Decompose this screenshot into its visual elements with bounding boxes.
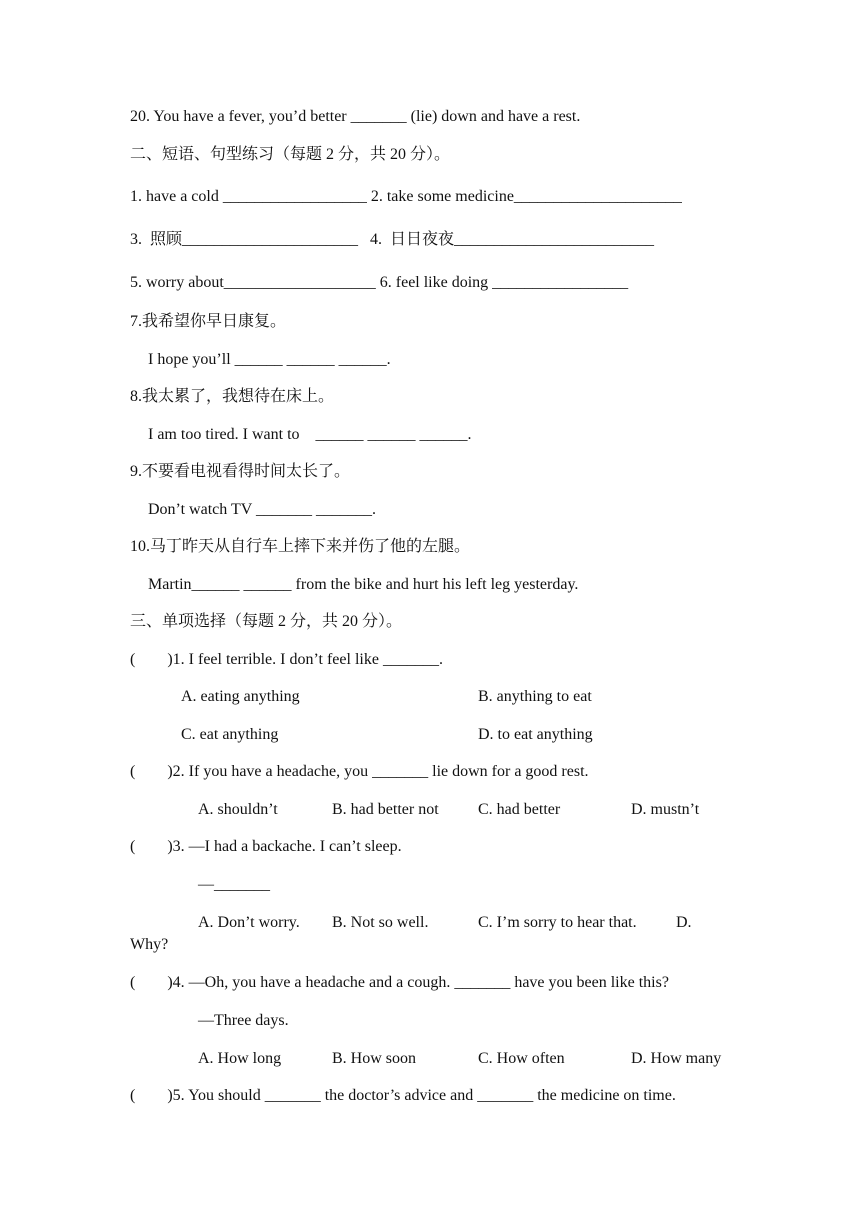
- mc-question-2: ( )2. If you have a headache, you _______ lie down for a good rest.: [130, 763, 589, 780]
- phrase-row-2: 3. 照顾______________________ 4. 日日夜夜_________________________: [130, 231, 655, 248]
- mc-3-option-a: A. Don’t worry.: [198, 914, 300, 931]
- mc-1-option-a: A. eating anything: [181, 688, 300, 705]
- phrase-row-1: 1. have a cold __________________ 2. take some medicine_____________________: [130, 188, 682, 205]
- mc-2-option-c: C. had better: [478, 801, 561, 818]
- mc-2-option-d: D. mustn’t: [631, 801, 700, 818]
- mc-2-option-b: B. had better not: [332, 801, 439, 818]
- mc-question-3: ( )3. —I had a backache. I can’t sleep.: [130, 838, 402, 855]
- sentence-10-english: Martin______ ______ from the bike and hurt his left leg yesterday.: [148, 576, 579, 593]
- mc-2-option-a: A. shouldn’t: [198, 801, 278, 818]
- mc-1-option-c: C. eat anything: [181, 726, 279, 743]
- mc-question-5: ( )5. You should _______ the doctor’s advice and _______ the medicine on time.: [130, 1087, 676, 1104]
- sentence-8-english: I am too tired. I want to ______ ______ ______.: [148, 426, 472, 443]
- sentence-7-chinese: 7.我希望你早日康复。: [130, 313, 287, 330]
- section-2-heading: 二、短语、句型练习（每题 2 分，共 20 分）。: [130, 146, 451, 163]
- mc-4-option-c: C. How often: [478, 1050, 565, 1067]
- section-3-heading: 三、单项选择（每题 2 分，共 20 分）。: [130, 613, 403, 630]
- phrase-row-3: 5. worry about___________________ 6. feel like doing _________________: [130, 274, 629, 291]
- mc-3-reply-blank: —_______: [198, 876, 270, 893]
- mc-1-option-d: D. to eat anything: [478, 726, 593, 743]
- mc-4-option-a: A. How long: [198, 1050, 282, 1067]
- mc-question-4: ( )4. —Oh, you have a headache and a cough. _______ have you been like this?: [130, 974, 669, 991]
- sentence-8-chinese: 8.我太累了，我想待在床上。: [130, 388, 335, 405]
- mc-1-option-b: B. anything to eat: [478, 688, 592, 705]
- mc-3-option-d-letter: D.: [676, 914, 692, 931]
- sentence-7-english: I hope you’ll ______ ______ ______.: [148, 351, 391, 368]
- mc-4-reply: —Three days.: [198, 1012, 289, 1029]
- mc-3-option-b: B. Not so well.: [332, 914, 429, 931]
- sentence-9-english: Don’t watch TV _______ _______.: [148, 501, 376, 518]
- sentence-9-chinese: 9.不要看电视看得时间太长了。: [130, 463, 351, 480]
- mc-4-option-d: D. How many: [631, 1050, 722, 1067]
- mc-4-option-b: B. How soon: [332, 1050, 417, 1067]
- mc-question-1: ( )1. I feel terrible. I don’t feel like _______.: [130, 651, 443, 668]
- mc-3-option-c: C. I’m sorry to hear that.: [478, 914, 637, 931]
- question-20: 20. You have a fever, you’d better _______ (lie) down and have a rest.: [130, 108, 581, 125]
- sentence-10-chinese: 10.马丁昨天从自行车上摔下来并伤了他的左腿。: [130, 538, 471, 555]
- mc-3-option-d-text: Why?: [130, 936, 169, 953]
